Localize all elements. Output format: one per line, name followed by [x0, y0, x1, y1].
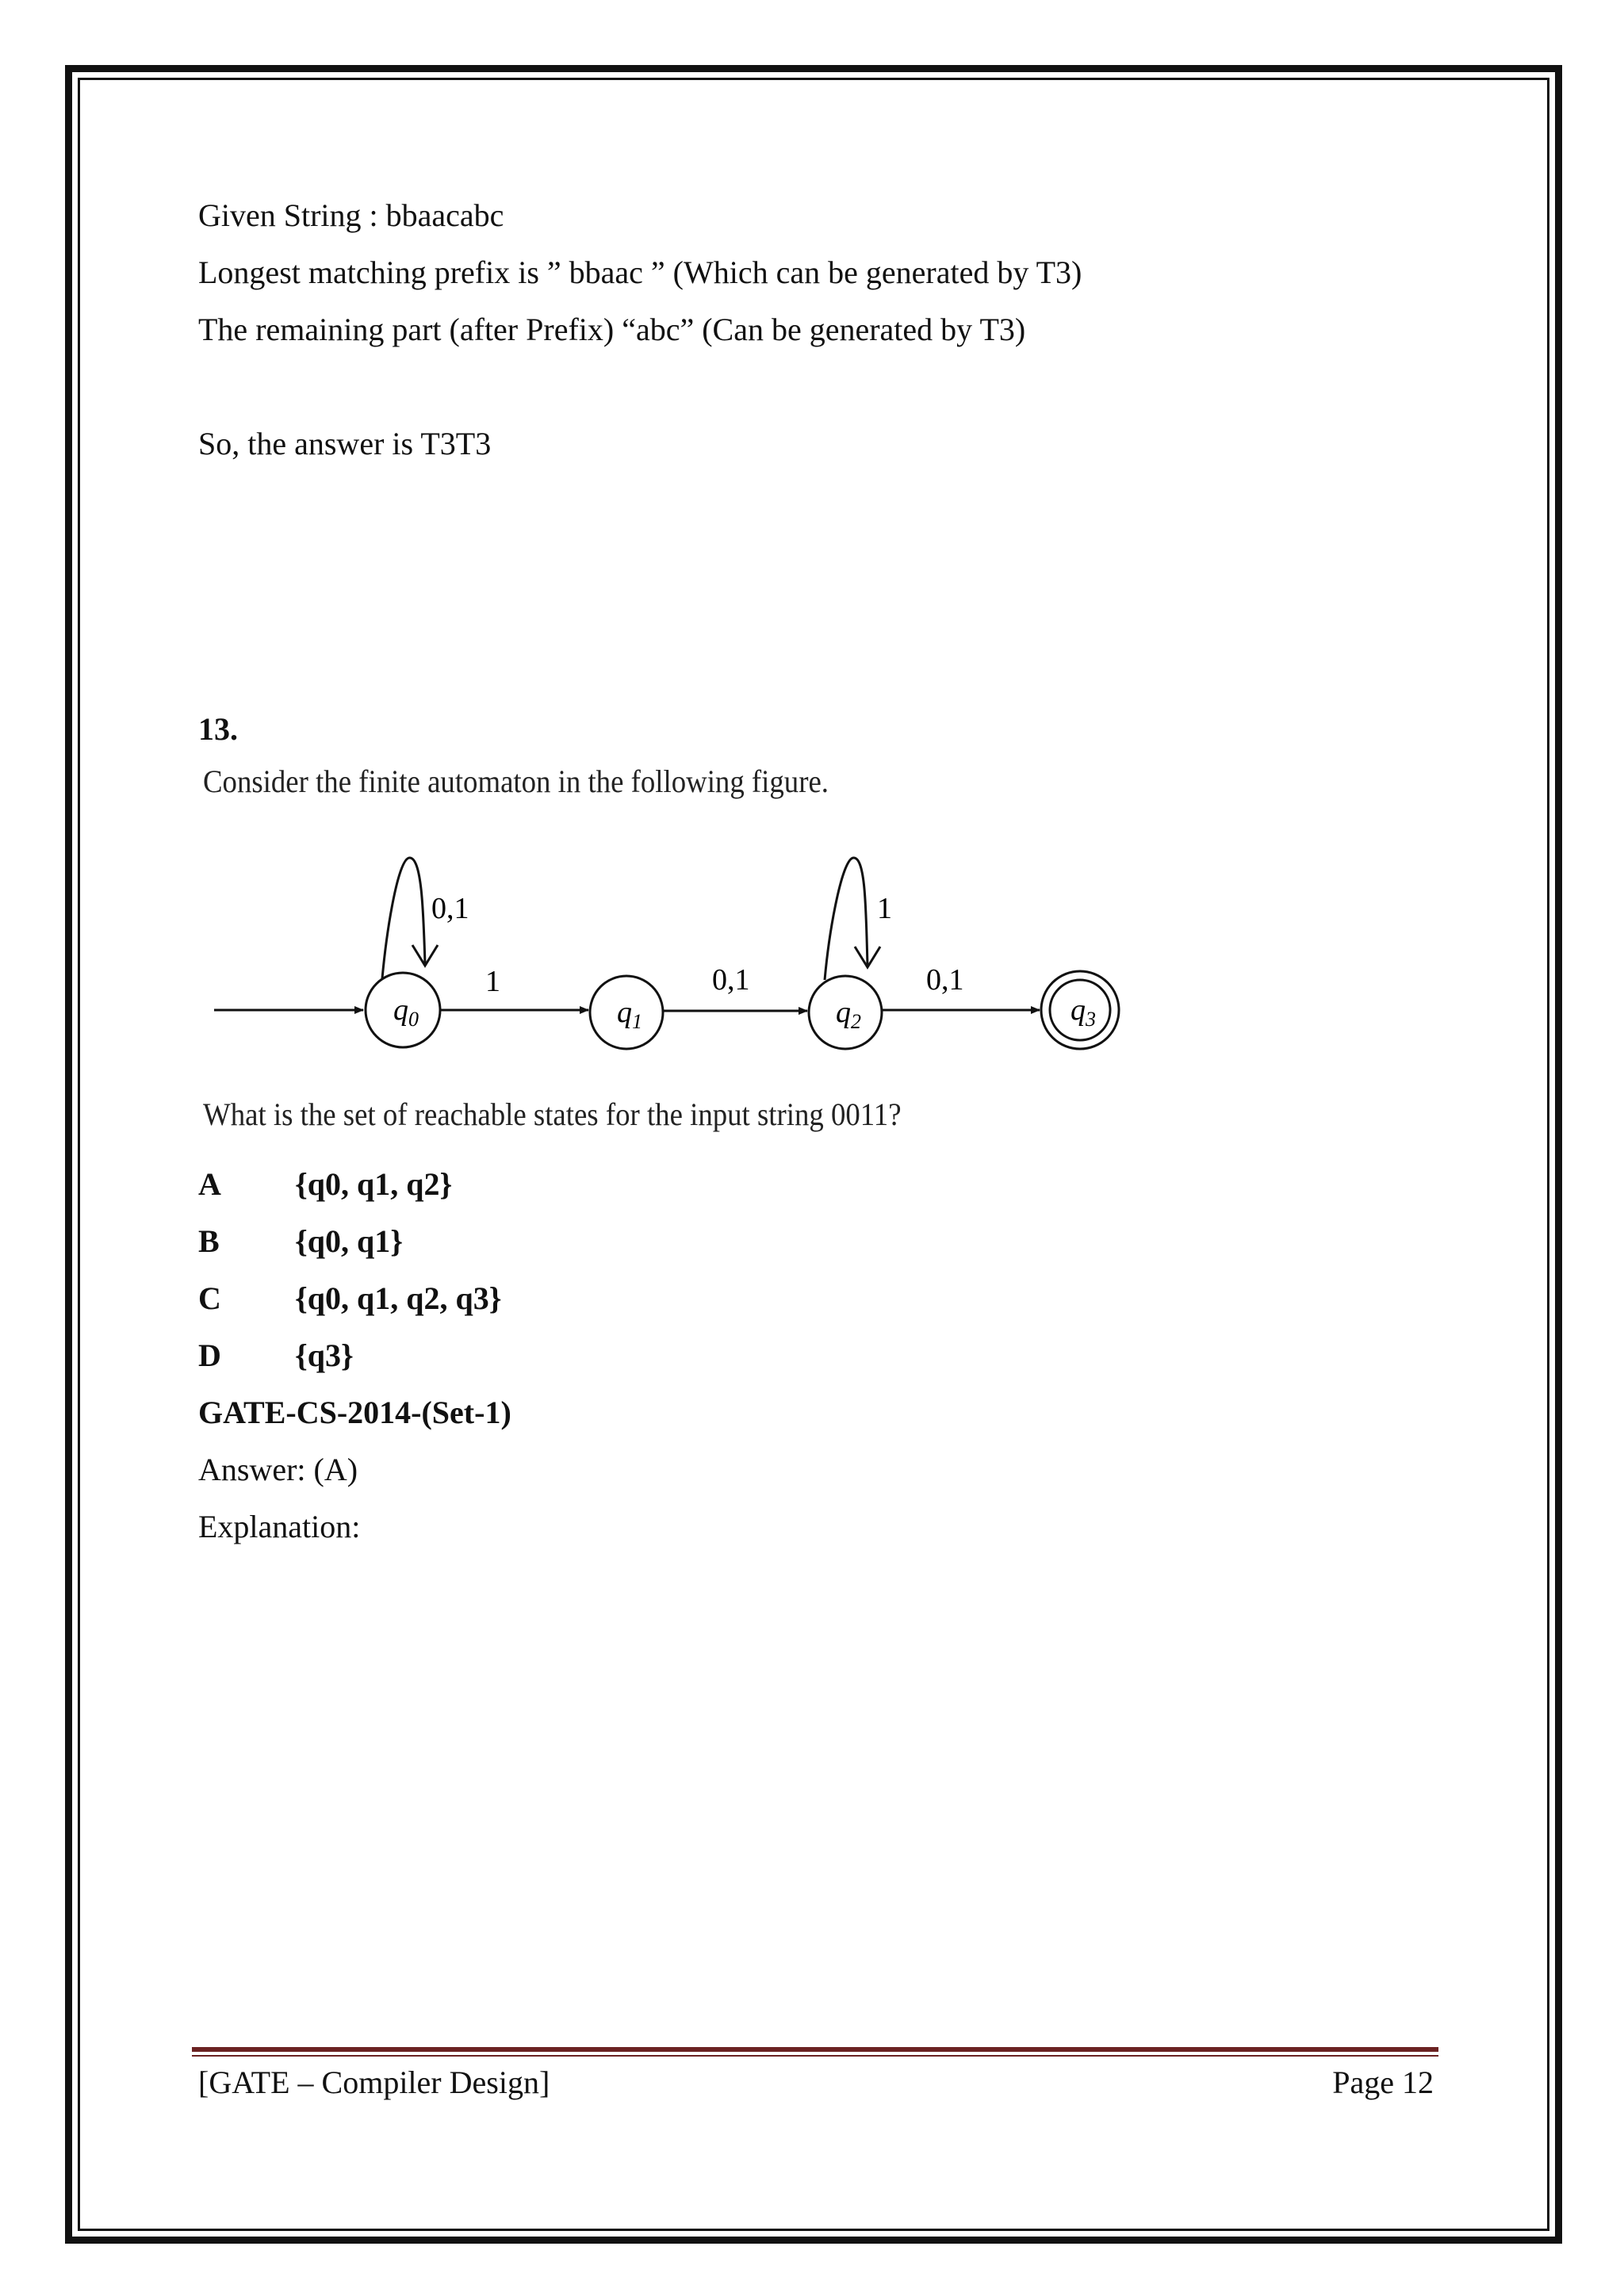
transition-label: 0,1 — [926, 963, 964, 997]
answer-line: Answer: (A) — [198, 1452, 358, 1487]
state-label: $q_2$ — [836, 996, 861, 1033]
transition-q0-self-loop — [382, 858, 425, 978]
state-q3-accepting — [1041, 971, 1119, 1049]
option-d-text: {q3} — [295, 1337, 354, 1373]
body-line-given-string: Given String : bbaacabc — [198, 197, 504, 233]
option-a-letter: A — [198, 1166, 221, 1202]
transition-label: 1 — [877, 892, 892, 925]
transition-q2-self-loop — [825, 858, 868, 980]
body-line-longest-prefix: Longest matching prefix is ” bbaac ” (Which can be generated by T3) — [198, 254, 1082, 290]
option-a-text: {q0, q1, q2} — [295, 1166, 453, 1202]
question-source: GATE-CS-2014-(Set-1) — [198, 1395, 511, 1430]
state-label: $q_1$ — [617, 996, 642, 1033]
question-number: 13. — [198, 711, 238, 747]
page-border-inner — [78, 78, 1549, 2231]
footer-document-title: [GATE – Compiler Design] — [198, 2064, 550, 2100]
option-d-letter: D — [198, 1337, 221, 1373]
state-label: $q_0$ — [393, 993, 419, 1031]
transition-label: 0,1 — [431, 892, 469, 925]
state-q2 — [809, 976, 882, 1049]
question-ask: What is the set of reachable states for the input string 0011? — [203, 1096, 902, 1132]
question-prompt: Consider the finite automaton in the following figure. — [203, 763, 829, 799]
state-q0 — [366, 973, 440, 1047]
footer-rule-thin — [192, 2055, 1438, 2057]
finite-automaton-diagram — [198, 840, 1150, 1078]
option-b-text: {q0, q1} — [295, 1223, 404, 1259]
footer-rule-thick — [192, 2047, 1438, 2052]
body-line-answer-summary: So, the answer is T3T3 — [198, 426, 492, 461]
transition-label: 0,1 — [712, 963, 750, 997]
footer-page-number: Page 12 — [1332, 2064, 1434, 2100]
state-q1 — [590, 976, 663, 1049]
option-b-letter: B — [198, 1223, 220, 1259]
transition-label: 1 — [485, 965, 500, 998]
state-label: $q_3$ — [1071, 993, 1096, 1031]
explanation-heading: Explanation: — [198, 1509, 361, 1544]
option-c-text: {q0, q1, q2, q3} — [295, 1280, 502, 1316]
body-line-remaining-part: The remaining part (after Prefix) “abc” (Can be generated by T3) — [198, 312, 1026, 347]
option-c-letter: C — [198, 1280, 221, 1316]
